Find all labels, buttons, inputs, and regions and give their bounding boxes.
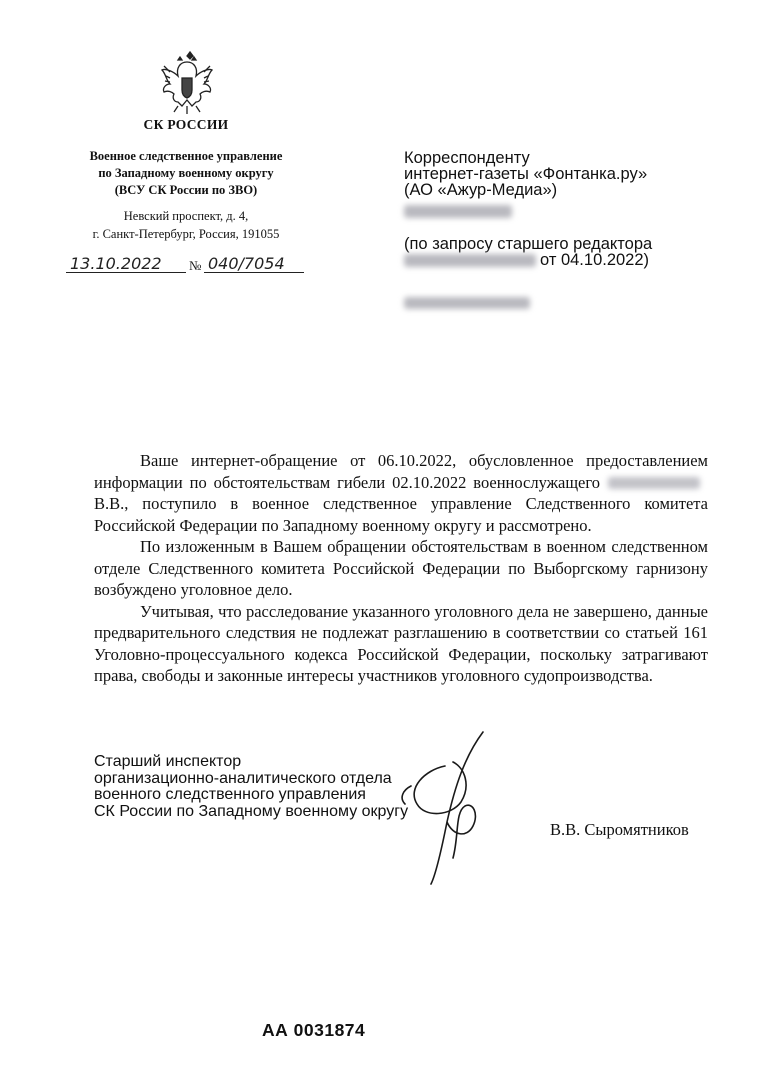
- recipient-line-2: интернет-газеты «Фонтанка.ру»: [404, 165, 648, 183]
- recipient-line-1: Корреспонденту: [404, 149, 530, 167]
- redacted-editor-name: [404, 254, 536, 267]
- department-line-2: по Западному военному округу: [98, 166, 274, 180]
- form-serial-number: АА 0031874: [262, 1020, 366, 1040]
- letter-number: 040/7054: [208, 254, 285, 273]
- paragraph-2: По изложенным в Вашем обращении обстоятельствам в военном следственном отделе Следственного комитета Российской Федерации по Выборгскому гарнизону возбуждено уголовное дело.: [94, 537, 708, 599]
- request-line-1: (по запросу старшего редактора: [404, 235, 653, 253]
- redacted-email: [404, 297, 530, 309]
- number-label: №: [189, 258, 202, 273]
- department-line-3: (ВСУ СК России по ЗВО): [114, 183, 258, 197]
- letter-body: [94, 450, 708, 687]
- department-line-1: Военное следственное управление: [89, 149, 283, 163]
- recipient-line-3: (АО «Ажур-Медиа»): [404, 181, 558, 199]
- signatory-position: Старший инспектор организационно-аналитического отдела военного следственного управления СК России по Западному военному округу: [94, 753, 409, 820]
- signatory-name: В.В. Сыромятников: [550, 820, 689, 839]
- agency-title: СК РОССИИ: [143, 117, 229, 132]
- handwritten-signature: [395, 726, 505, 886]
- letter-date: 13.10.2022: [70, 254, 162, 273]
- paragraph-3: Учитывая, что расследование указанного уголовного дела не завершено, данные предварительного следствия не подлежат разглашению в соответствии со статьей 161 Уголовно-процессуального кодекса Российской Федерации, поскольку затрагивают права, свободы и законные интересы участников уголовного судопроизводства.: [94, 601, 708, 685]
- paragraph-1: Ваше интернет-обращение от 06.10.2022, обусловленное предоставлением информации по обстоятельствам гибели 02.10.2022 военнослужащегоВ.В., поступило в военное следственное управление Следственного комитета Российской Федерации по Западному военному округу и рассмотрено.: [94, 451, 708, 535]
- request-date: от 04.10.2022): [540, 251, 650, 269]
- redacted-serviceman-surname: [608, 477, 700, 489]
- address-line-1: Невский проспект, д. 4,: [123, 209, 249, 223]
- address-line-2: г. Санкт-Петербург, Россия, 191055: [92, 227, 280, 241]
- redacted-recipient-name: [404, 205, 512, 218]
- coat-of-arms-emblem: [156, 50, 218, 116]
